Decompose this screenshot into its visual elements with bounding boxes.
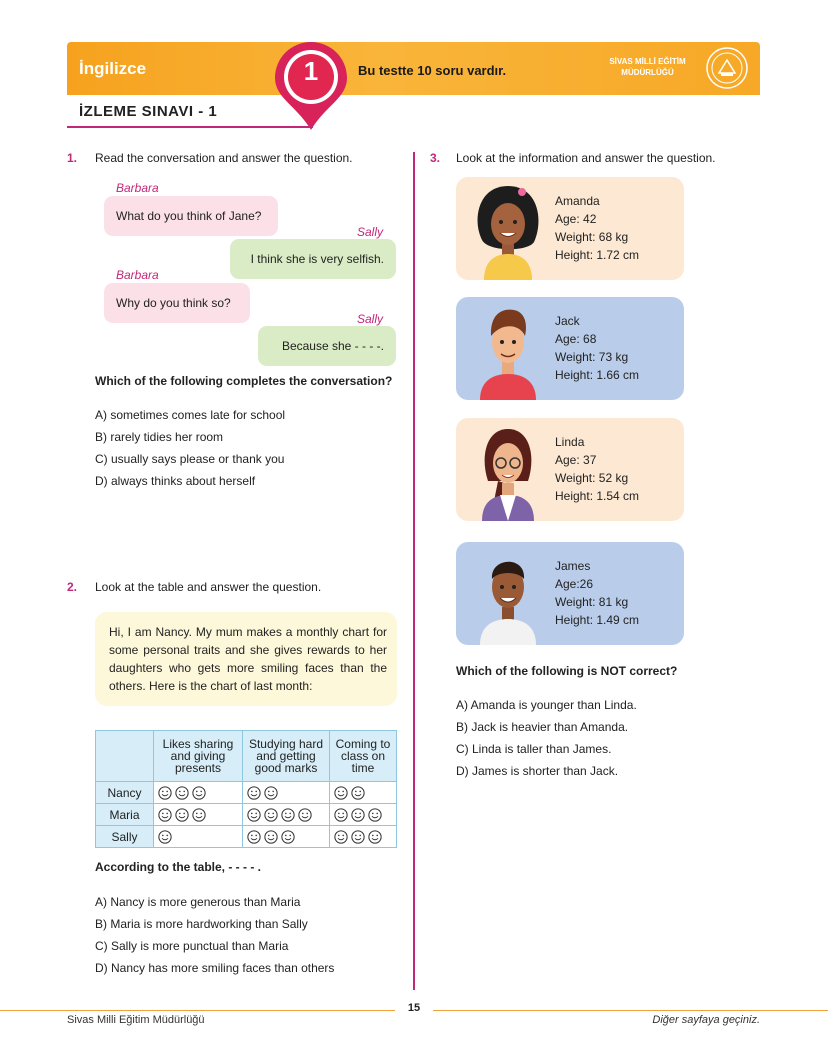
q3-option-d[interactable]: D) James is shorter than Jack.	[456, 764, 619, 778]
q3-question: Which of the following is NOT correct?	[456, 664, 678, 678]
nancy-intro-box: Hi, I am Nancy. My mum makes a monthly chart for some personal traits and she gives rewards to her daughters who gets more smiling faces than the others. Here is the chart of last month:	[95, 612, 397, 706]
smiley-icon	[334, 786, 348, 800]
jack-avatar-icon	[468, 300, 548, 400]
chat-bubble-left: What do you think of Jane?	[104, 196, 278, 236]
q1-question: Which of the following completes the conversation?	[95, 374, 393, 388]
smiley-icon	[264, 830, 278, 844]
smiley-cell	[243, 782, 330, 804]
person-height: Height: 1.66 cm	[555, 368, 640, 382]
q1-option-b[interactable]: B) rarely tidies her room	[95, 430, 224, 444]
smiley-cell	[154, 782, 243, 804]
smiley-icon	[264, 808, 278, 822]
person-card-jack	[456, 297, 684, 400]
smiley-icon	[158, 786, 172, 800]
table-row	[96, 782, 397, 804]
q3-option-a[interactable]: A) Amanda is younger than Linda.	[456, 698, 637, 712]
person-info	[555, 312, 639, 384]
person-age: Age:26	[555, 577, 594, 591]
person-weight: Weight: 68 kg	[555, 230, 629, 244]
james-avatar-icon	[468, 545, 548, 645]
smiley-icon	[334, 808, 348, 822]
org-line-2: MÜDÜRLÜĞÜ	[621, 68, 674, 77]
person-weight: Weight: 52 kg	[555, 471, 629, 485]
person-name: Amanda	[555, 194, 600, 208]
person-weight: Weight: 73 kg	[555, 350, 629, 364]
person-age: Age: 42	[555, 212, 597, 226]
person-info	[555, 433, 639, 505]
smiley-icon	[247, 830, 261, 844]
table-header: Studying hard and getting good marks	[243, 731, 330, 782]
smiley-cell	[154, 804, 243, 826]
smiley-icon	[158, 830, 172, 844]
smiley-icon	[351, 786, 365, 800]
table-row	[96, 804, 397, 826]
smiley-icon	[281, 830, 295, 844]
smiley-icon	[334, 830, 348, 844]
smiley-cell	[330, 826, 397, 848]
person-age: Age: 68	[555, 332, 597, 346]
smiley-icon	[368, 808, 382, 822]
footer-rule-left	[0, 1010, 395, 1011]
footer-next-page: Diğer sayfaya geçiniz.	[652, 1014, 760, 1026]
q1-option-c[interactable]: C) usually says please or thank you	[95, 452, 285, 466]
smiley-icon	[247, 808, 261, 822]
person-name: Linda	[555, 435, 585, 449]
q2-question: According to the table, - - - - .	[95, 860, 261, 874]
smiley-icon	[298, 808, 312, 822]
page-number: 15	[407, 1002, 421, 1014]
q2-option-a[interactable]: A) Nancy is more generous than Maria	[95, 895, 301, 909]
speaker-label: Barbara	[116, 181, 159, 195]
person-name: James	[555, 559, 591, 573]
table-header: Likes sharing and giving presents	[154, 731, 243, 782]
speaker-label: Barbara	[116, 268, 159, 282]
q3-instruction: Look at the information and answer the question.	[456, 151, 716, 165]
speaker-label: Sally	[357, 225, 384, 239]
smiley-cell	[243, 826, 330, 848]
exam-title: İZLEME SINAVI - 1	[79, 103, 218, 120]
smiley-icon	[192, 786, 206, 800]
table-header: Coming to class on time	[330, 731, 397, 782]
row-name: Sally	[96, 826, 154, 848]
smiley-icon	[175, 808, 189, 822]
person-age: Age: 37	[555, 453, 597, 467]
smiley-icon	[247, 786, 261, 800]
person-height: Height: 1.54 cm	[555, 489, 640, 503]
q1-option-a[interactable]: A) sometimes comes late for school	[95, 408, 286, 422]
table-corner-cell	[96, 731, 154, 782]
column-divider	[413, 152, 415, 990]
q3-option-b[interactable]: B) Jack is heavier than Amanda.	[456, 720, 629, 734]
smiley-icon	[351, 830, 365, 844]
subject-title: İngilizce	[79, 59, 147, 78]
person-height: Height: 1.49 cm	[555, 613, 640, 627]
smiley-cell	[243, 804, 330, 826]
linda-avatar-icon	[468, 421, 548, 521]
person-height: Height: 1.72 cm	[555, 248, 640, 262]
person-weight: Weight: 81 kg	[555, 595, 629, 609]
header-info: Bu testte 10 soru vardır.	[358, 63, 507, 78]
q3-number: 3.	[430, 151, 441, 165]
table-header-row	[96, 731, 397, 782]
smiley-icon	[351, 808, 365, 822]
smiley-icon	[264, 786, 278, 800]
q3-option-c[interactable]: C) Linda is taller than James.	[456, 742, 612, 756]
smiley-icon	[368, 830, 382, 844]
smiley-chart-table	[95, 730, 397, 848]
chat-bubble-right: I think she is very selfish.	[230, 239, 396, 279]
person-card-amanda	[456, 177, 684, 280]
title-underline	[67, 126, 313, 128]
table-row	[96, 826, 397, 848]
smiley-icon	[158, 808, 172, 822]
org-name	[590, 56, 705, 78]
chat-bubble-right: Because she - - - -.	[258, 326, 396, 366]
q1-instruction: Read the conversation and answer the question.	[95, 151, 353, 165]
smiley-icon	[175, 786, 189, 800]
smiley-cell	[154, 826, 243, 848]
row-name: Maria	[96, 804, 154, 826]
q1-number: 1.	[67, 151, 78, 165]
smiley-cell	[330, 782, 397, 804]
q2-number: 2.	[67, 580, 78, 594]
amanda-avatar-icon	[468, 180, 548, 280]
smiley-cell	[330, 804, 397, 826]
footer-org: Sivas Milli Eğitim Müdürlüğü	[67, 1014, 205, 1026]
person-info	[555, 192, 639, 264]
footer-rule-right	[433, 1010, 828, 1011]
q2-instruction: Look at the table and answer the question.	[95, 580, 322, 594]
ministry-seal-icon	[705, 46, 749, 90]
smiley-icon	[281, 808, 295, 822]
person-name: Jack	[555, 314, 580, 328]
chat-bubble-left: Why do you think so?	[104, 283, 250, 323]
person-card-james	[456, 542, 684, 645]
smiley-icon	[192, 808, 206, 822]
person-info	[555, 557, 639, 629]
q2-option-b[interactable]: B) Maria is more hardworking than Sally	[95, 917, 308, 931]
q1-option-d[interactable]: D) always thinks about herself	[95, 474, 256, 488]
test-number: 1	[303, 56, 319, 86]
q2-option-c[interactable]: C) Sally is more punctual than Maria	[95, 939, 289, 953]
person-card-linda	[456, 418, 684, 521]
org-line-1: SİVAS MİLLİ EĞİTİM	[609, 57, 686, 66]
row-name: Nancy	[96, 782, 154, 804]
speaker-label: Sally	[357, 312, 384, 326]
q2-option-d[interactable]: D) Nancy has more smiling faces than others	[95, 961, 335, 975]
